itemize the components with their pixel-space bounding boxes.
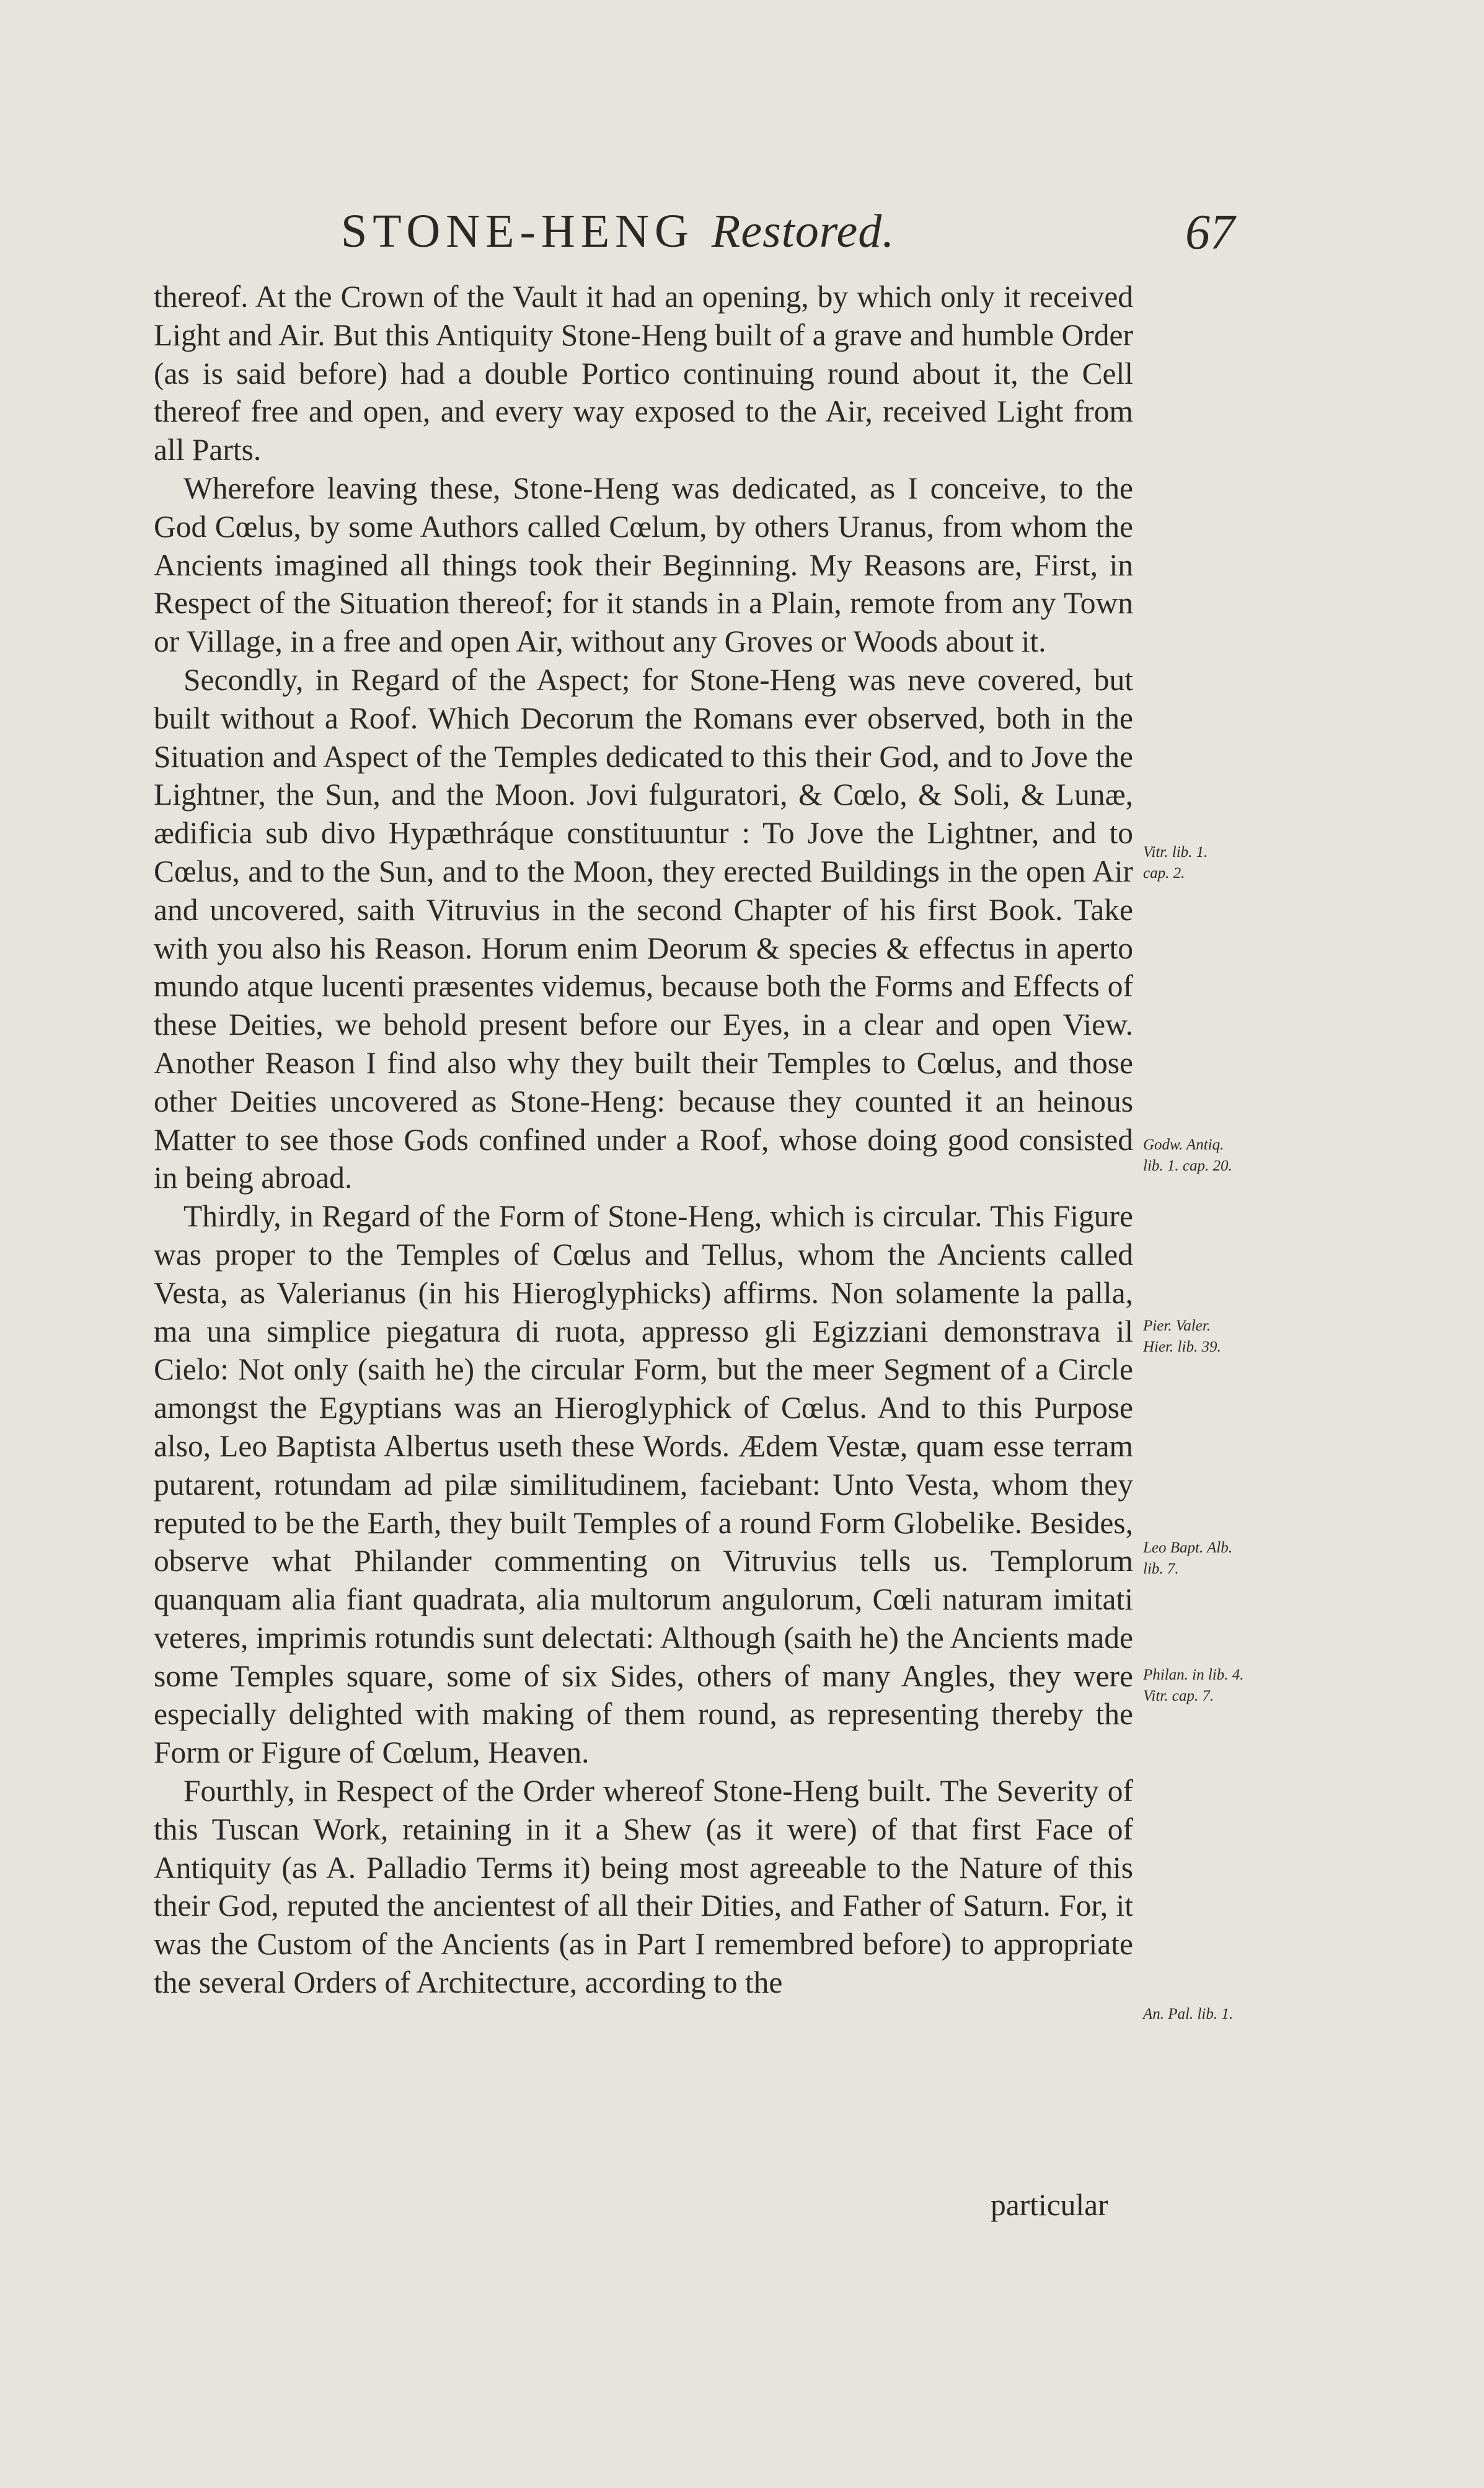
marginal-note-godwin (1143, 1135, 1267, 1177)
marginal-note-valerianus (1143, 1316, 1267, 1358)
body-text (154, 278, 1133, 2002)
title-caps: STONE-HENG (341, 205, 694, 257)
paragraph-2: Wherefore leaving these, Stone-Heng was dedicated, as I conceive, to the God Cœlus, by some Authors called Cœlum, by others Uranus, from whom the Ancients imagined all things took their Beginning. My Reasons are, First, in Respect of the Situation thereof; for it stands in a Plain, remote from any Town or Village, in a free and open Air, without any Groves or Woods about it. (154, 471, 1133, 659)
paragraph-1: thereof. At the Crown of the Vault it had an opening, by which only it received Light and Air. But this Antiquity Stone-Heng built of a grave and humble Order (as is said before) had a double Portico continuing round about it, the Cell thereof free and open, and every way exposed to the Air, received Light from all Parts. (154, 280, 1133, 467)
marginal-note-line: Leo Bapt. Alb. (1143, 1539, 1232, 1556)
marginal-note-line: Vitr. lib. 1. (1143, 844, 1208, 861)
marginal-note-line: Godw. Antiq. (1143, 1136, 1224, 1153)
marginal-note-line: lib. 7. (1143, 1561, 1179, 1577)
title-italic: Restored. (711, 205, 895, 257)
marginal-note-line: Vitr. cap. 7. (1143, 1688, 1214, 1704)
catchword: particular (991, 2188, 1108, 2222)
marginal-note-palladio (1143, 2004, 1267, 2025)
marginal-note-line: Hier. lib. 39. (1143, 1339, 1221, 1355)
marginal-note-alberti (1143, 1538, 1267, 1580)
paragraph-3: Secondly, in Regard of the Aspect; for Stone-Heng was neve covered, but built without a Roof. Which Decorum the Romans ever observed, both in the Situation and Aspect of the Temples dedicated to this their God, and to Jove the Lightner, the Sun, and the Moon. Jovi fulguratori, & Cœlo, & Soli, & Lunæ, ædificia sub divo Hypæthráque constituuntur : To Jove the Lightner, and to Cœlus, and to the Sun, and to the Moon, they erected Buildings in the open Air and uncovered, saith Vitruvius in the second Chapter of his first Book. Take with you also his Reason. Horum enim Deorum & species & effectus in aperto mundo atque lucenti præsentes videmus, because both the Forms and Effects of these Deities, we behold present before our Eyes, in a clear and open View. Another Reason I find also why they built their Temples to Cœlus, and those other Deities uncovered as Stone-Heng: because they counted it an heinous Matter to see those Gods confined under a Roof, whose doing good consisted in being abroad. (154, 662, 1133, 1195)
marginal-note-vitruvius (1143, 842, 1267, 884)
marginal-note-line: lib. 1. cap. 20. (1143, 1158, 1232, 1174)
marginal-note-philander (1143, 1665, 1267, 1707)
running-header (0, 205, 1484, 267)
marginal-note-line: Philan. in lib. 4. (1143, 1667, 1244, 1683)
running-title (341, 205, 894, 259)
page-number: 67 (1185, 205, 1235, 260)
marginal-note-line: An. Pal. lib. 1. (1143, 2006, 1234, 2022)
marginal-note-line: Pier. Valer. (1143, 1317, 1211, 1334)
marginal-note-line: cap. 2. (1143, 865, 1185, 882)
paragraph-5: Fourthly, in Respect of the Order whereof Stone-Heng built. The Severity of this Tuscan Work, retaining in it a Shew (as it were) of that first Face of Antiquity (as A. Palladio Terms it) being most agreeable to the Nature of this their God, reputed the ancientest of all their Dities, and Father of Saturn. For, it was the Custom of the Ancients (as in Part I remembred before) to appropriate the several Orders of Architecture, according to the (154, 1774, 1133, 2000)
paragraph-4: Thirdly, in Regard of the Form of Stone-Heng, which is circular. This Figure was proper to the Temples of Cœlus and Tellus, whom the Ancients called Vesta, as Valerianus (in his Hieroglyphicks) affirms. Non solamente la palla, ma una simplice piegatura di ruota, appresso gli Egizziani demonstrava il Cielo: Not only (saith he) the circular Form, but the meer Segment of a Circle amongst the Egyptians was an Hieroglyphick of Cœlus. And to this Purpose also, Leo Baptista Albertus useth these Words. Ædem Vestæ, quam esse terram putarent, rotundam ad pilæ similitudinem, faciebant: Unto Vesta, whom they reputed to be the Earth, they built Temples of a round Form Globelike. Besides, observe what Philander commenting on Vitruvius tells us. Templorum quanquam alia fiant quadrata, alia multorum angulorum, Cœli naturam imitati veteres, imprimis rotundis sunt delectati: Although (saith he) the Ancients made some Temples square, some of six Sides, others of many Angles, they were especially delighted with making of them round, as representing thereby the Form or Figure of Cœlum, Heaven. (154, 1199, 1133, 1770)
